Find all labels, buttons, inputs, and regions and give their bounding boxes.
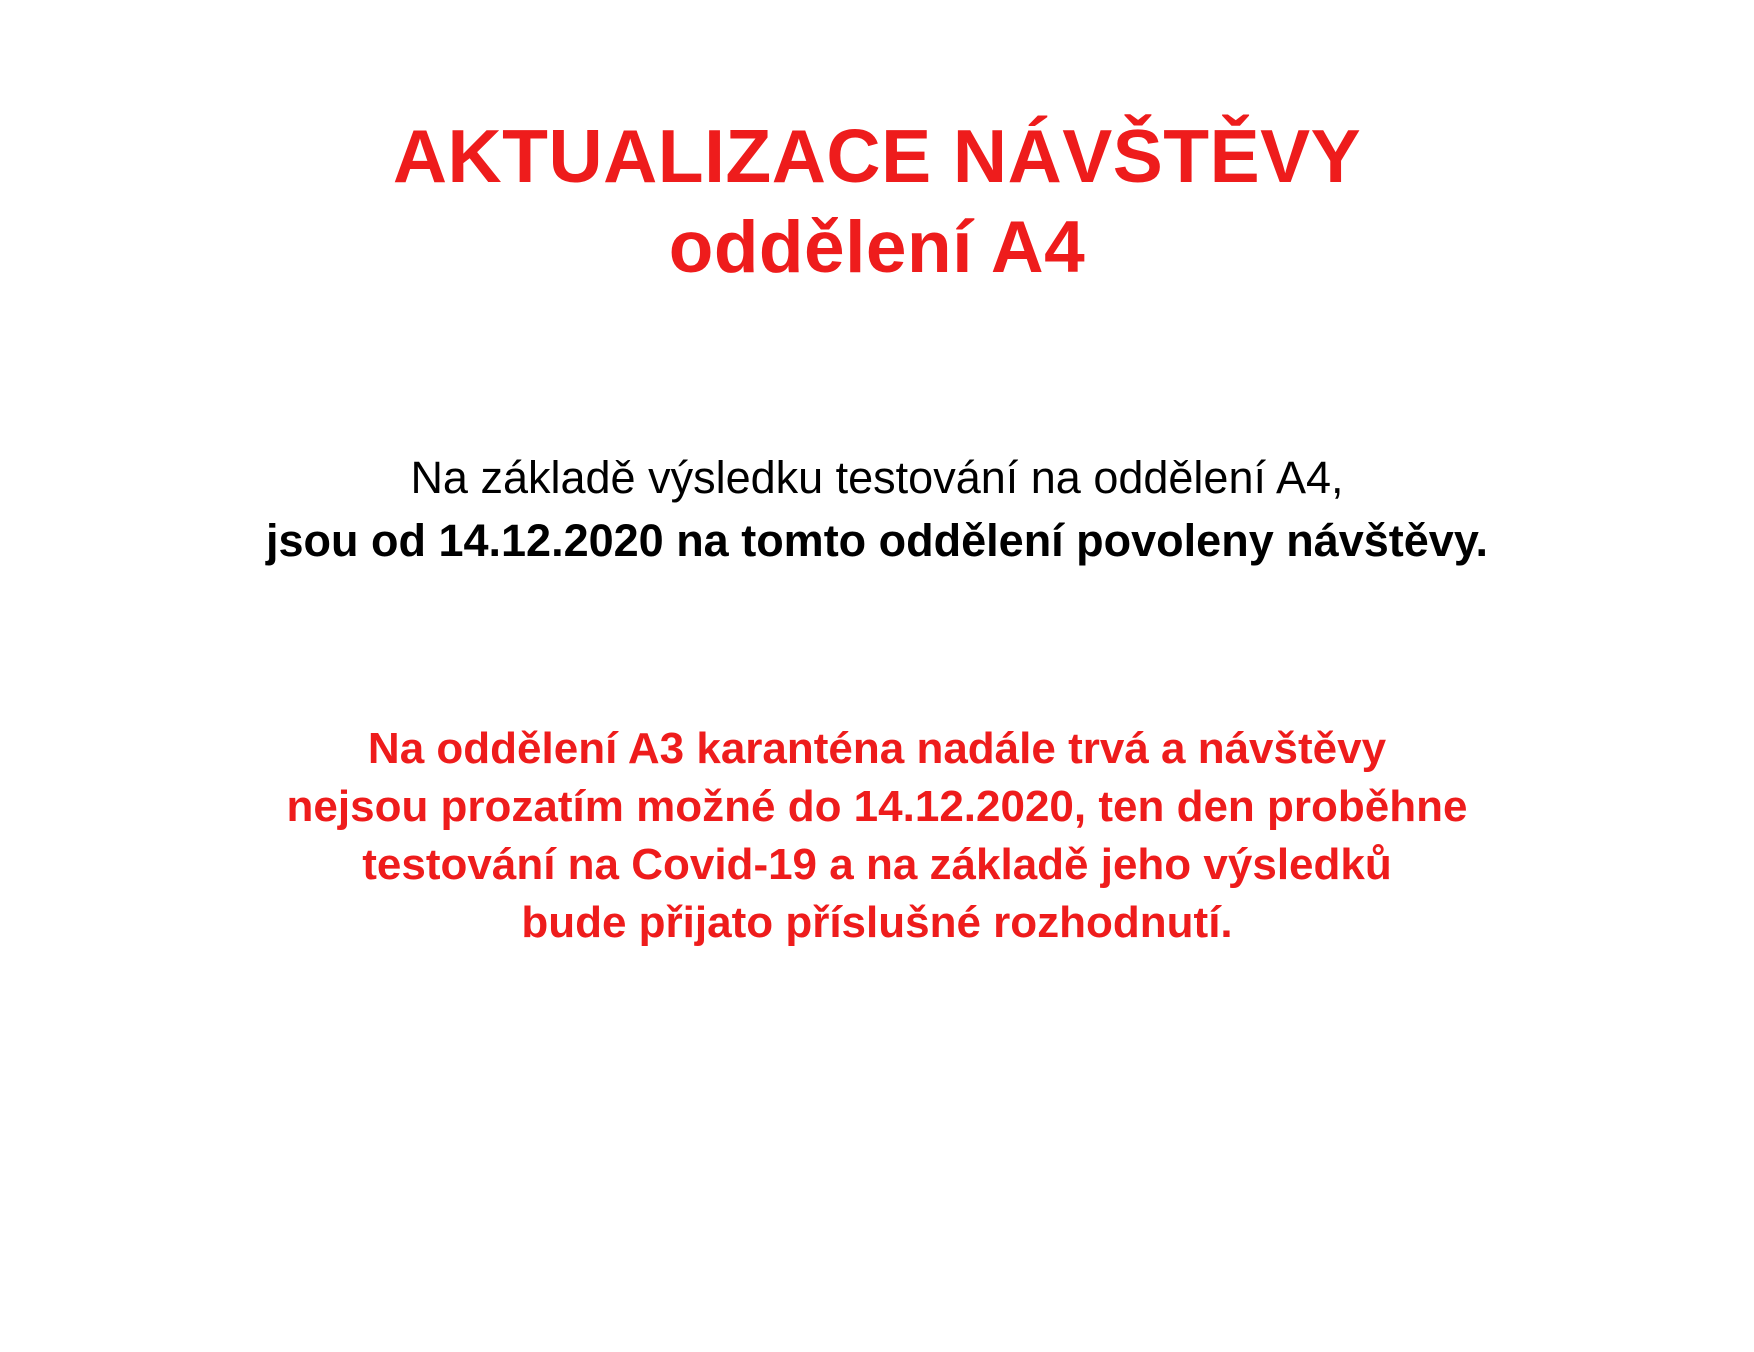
title-line-primary: AKTUALIZACE NÁVŠTĚVY (392, 114, 1362, 198)
page-title (0, 112, 1754, 291)
permission-statement: jsou od 14.12.2020 na tomto oddělení povoleny návštěvy. (265, 515, 1489, 567)
quarantine-notice-line-1: Na oddělení A3 karanténa nadále trvá a návštěvy (367, 723, 1387, 773)
document-page (0, 112, 1754, 1352)
quarantine-notice (0, 720, 1754, 952)
quarantine-notice-line-4: bude přijato příslušné rozhodnutí. (521, 898, 1233, 948)
quarantine-notice-line-3: testování na Covid-19 a na základě jeho výsledků (362, 839, 1392, 889)
title-line-secondary: oddělení A4 (668, 206, 1086, 288)
intro-paragraph: Na základě výsledku testování na oddělení A4, (410, 451, 1344, 503)
quarantine-notice-line-2: nejsou prozatím možné do 14.12.2020, ten den proběhne (286, 781, 1468, 831)
